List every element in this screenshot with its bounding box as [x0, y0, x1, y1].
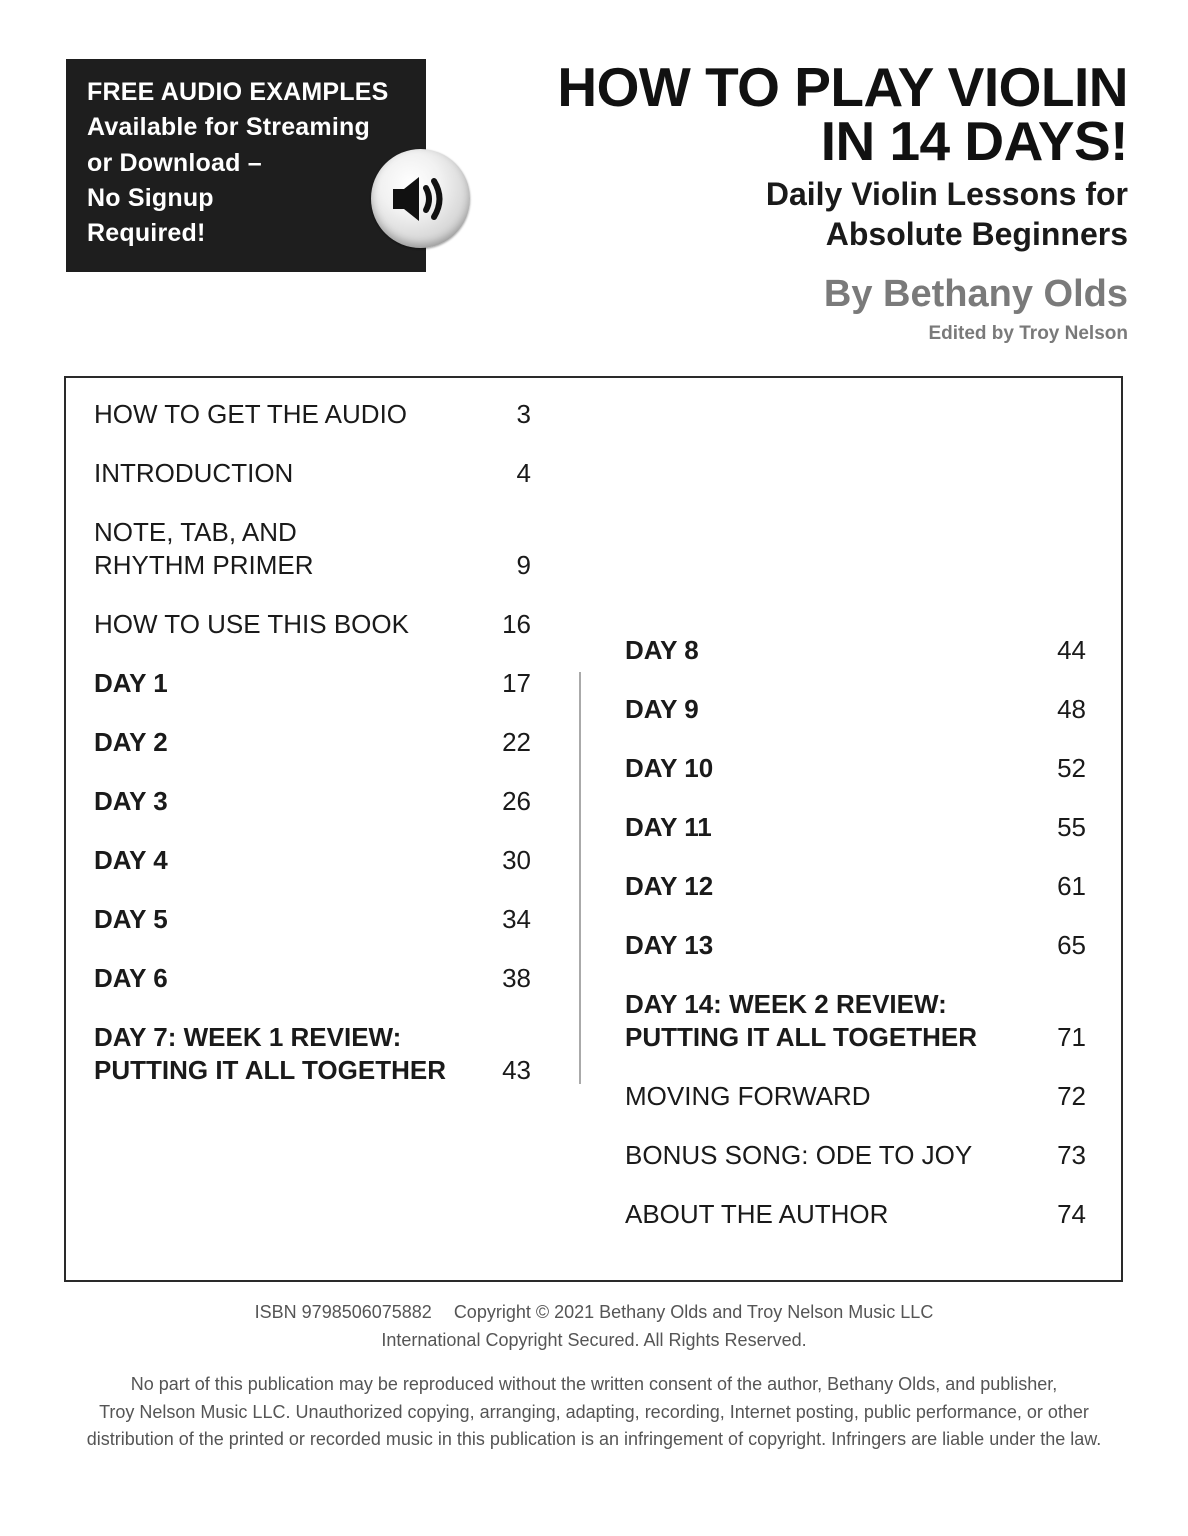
toc-entry-page: 65 [1057, 930, 1086, 960]
free-audio-banner[interactable] [66, 59, 426, 272]
toc-entry[interactable] [625, 1080, 1086, 1113]
toc-entry-label-line: ABOUT THE AUTHOR [625, 1199, 889, 1229]
audio-banner-line: or Download – [87, 148, 262, 177]
toc-entry[interactable] [94, 667, 531, 700]
toc-entry-label [625, 929, 713, 962]
toc-entry-label [94, 1021, 446, 1087]
toc-entry-label [94, 457, 293, 490]
toc-entry-page: 26 [502, 786, 531, 816]
toc-entry-label [94, 903, 168, 936]
toc-entry-label-line: DAY 11 [625, 812, 712, 842]
audio-banner-line: Required! [87, 219, 206, 248]
toc-entry-label-line: HOW TO USE THIS BOOK [94, 609, 409, 639]
toc-entry[interactable] [94, 1021, 531, 1087]
toc-entry-label-line: DAY 5 [94, 904, 168, 934]
toc-entry[interactable] [625, 752, 1086, 785]
toc-entry-label [94, 844, 168, 877]
toc-entry-page: 16 [502, 609, 531, 639]
toc-entry-label-line: DAY 12 [625, 871, 714, 901]
toc-entry-label-line: DAY 13 [625, 930, 714, 960]
toc-entry-label [625, 1198, 888, 1231]
toc-entry-page: 9 [516, 550, 531, 580]
isbn-copyright-line [0, 1298, 1188, 1326]
legal-notice [0, 1371, 1188, 1454]
toc-entry[interactable] [625, 634, 1086, 667]
toc-entry-label-line: MOVING FORWARD [625, 1081, 871, 1111]
toc-entry-page: 3 [516, 399, 531, 429]
toc-entry-label [94, 608, 409, 641]
toc-entry[interactable] [94, 785, 531, 818]
toc-entry-label-line: DAY 7: WEEK 1 REVIEW: [94, 1022, 402, 1052]
audio-banner-line: FREE AUDIO EXAMPLES [87, 78, 389, 106]
toc-entry-page: 30 [502, 845, 531, 875]
legal-notice-line: distribution of the printed or recorded music in this publication is an infringement of copyright. Infringers are liable under the law. [86, 1429, 1102, 1449]
book-subtitle [557, 174, 1128, 254]
isbn: ISBN 9798506075882 [254, 1302, 432, 1322]
author-name: By Bethany Olds [823, 273, 1128, 315]
table-of-contents [64, 376, 1123, 1282]
toc-entry-page: 71 [1057, 1022, 1086, 1052]
toc-entry-label [94, 398, 407, 431]
copyright: Copyright © 2021 Bethany Olds and Troy Nelson Music LLC [453, 1302, 934, 1322]
toc-entry-page: 43 [502, 1055, 531, 1085]
toc-entry-page: 72 [1057, 1081, 1086, 1111]
toc-entry[interactable] [94, 962, 531, 995]
toc-entry-page: 52 [1057, 753, 1086, 783]
toc-entry-label [94, 726, 168, 759]
toc-entry-label-line: DAY 14: WEEK 2 REVIEW: [625, 989, 947, 1019]
toc-entry[interactable] [625, 870, 1086, 903]
toc-entry-page: 34 [502, 904, 531, 934]
legal-notice-line: No part of this publication may be reproduced without the written consent of the author, Bethany Olds, and publisher, [130, 1374, 1058, 1394]
speaker-volume-icon[interactable] [371, 149, 470, 248]
toc-entry-page: 55 [1057, 812, 1086, 842]
toc-entry-label [625, 693, 699, 726]
book-subtitle-line: Absolute Beginners [825, 216, 1128, 252]
title-block [557, 56, 1128, 346]
toc-entry[interactable] [94, 398, 531, 431]
toc-entry-label [625, 811, 712, 844]
toc-entry-page: 4 [516, 458, 531, 488]
toc-entry-page: 38 [502, 963, 531, 993]
toc-entry-label [94, 667, 168, 700]
toc-entry-page: 61 [1057, 871, 1086, 901]
toc-entry[interactable] [94, 516, 531, 582]
toc-entry[interactable] [94, 457, 531, 490]
toc-entry-label-line: DAY 3 [94, 786, 168, 816]
toc-entry-label-line: DAY 2 [94, 727, 168, 757]
toc-entry-label-line: PUTTING IT ALL TOGETHER [625, 1022, 977, 1052]
book-title [557, 56, 1128, 172]
toc-entry-label [625, 1139, 972, 1172]
toc-entry-label [625, 1080, 871, 1113]
toc-entry-page: 48 [1057, 694, 1086, 724]
toc-entry[interactable] [94, 903, 531, 936]
toc-entry-label-line: BONUS SONG: ODE TO JOY [625, 1140, 973, 1170]
toc-entry[interactable] [625, 988, 1086, 1054]
toc-entry-label-line: DAY 1 [94, 668, 168, 698]
toc-entry-page: 17 [502, 668, 531, 698]
toc-entry-label-line: RHYTHM PRIMER [94, 550, 314, 580]
toc-entry-page: 44 [1057, 635, 1086, 665]
toc-entry[interactable] [94, 844, 531, 877]
toc-entry-label-line: INTRODUCTION [94, 458, 294, 488]
toc-entry-label-line: DAY 4 [94, 845, 168, 875]
toc-entry-label [625, 870, 713, 903]
book-title-line: IN 14 DAYS! [820, 110, 1128, 172]
toc-entry-label [625, 634, 699, 667]
toc-entry-page: 73 [1057, 1140, 1086, 1170]
rights-line: International Copyright Secured. All Rights Reserved. [381, 1330, 807, 1350]
legal-notice-line: Troy Nelson Music LLC. Unauthorized copying, arranging, adapting, recording, Internet posting, public performance, or other [99, 1401, 1089, 1422]
toc-entry-label-line: DAY 10 [625, 753, 714, 783]
book-title-line: HOW TO PLAY VIOLIN [557, 56, 1128, 118]
toc-entry-label-line: PUTTING IT ALL TOGETHER [94, 1055, 446, 1085]
book-subtitle-line: Daily Violin Lessons for [765, 176, 1128, 212]
toc-entry-label [94, 785, 168, 818]
column-divider [579, 672, 581, 1084]
toc-entry-label-line: NOTE, TAB, AND [94, 517, 297, 547]
audio-banner-line: Available for Streaming [87, 113, 370, 142]
toc-entry[interactable] [625, 1198, 1086, 1231]
toc-entry-label [625, 988, 977, 1054]
toc-entry[interactable] [625, 1139, 1086, 1172]
toc-entry-page: 74 [1057, 1199, 1086, 1229]
copyright-block [0, 1298, 1188, 1354]
toc-entry[interactable] [625, 811, 1086, 844]
toc-entry[interactable] [94, 608, 531, 641]
toc-entry-label-line: HOW TO GET THE AUDIO [94, 399, 408, 429]
toc-entry[interactable] [625, 693, 1086, 726]
toc-entry-label [94, 962, 168, 995]
toc-entry-label-line: DAY 6 [94, 963, 168, 993]
toc-entry[interactable] [94, 726, 531, 759]
toc-entry-label-line: DAY 9 [625, 694, 699, 724]
toc-entry-page: 22 [502, 727, 531, 757]
audio-banner-line: No Signup [87, 183, 214, 212]
toc-entry-label [625, 752, 713, 785]
toc-entry-label [94, 516, 314, 582]
toc-entry[interactable] [625, 929, 1086, 962]
editor-name: Edited by Troy Nelson [928, 323, 1128, 344]
toc-entry-label-line: DAY 8 [625, 635, 699, 665]
